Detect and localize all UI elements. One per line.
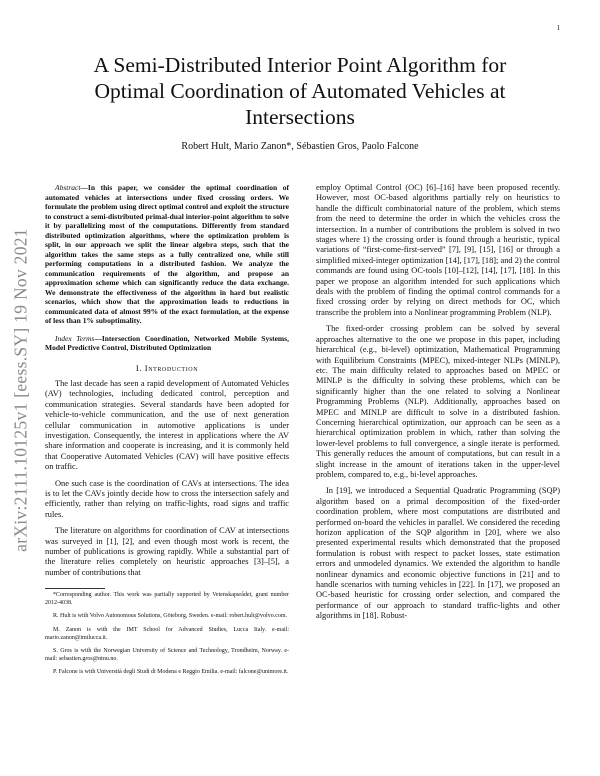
intro-paragraph-5: The fixed-order crossing problem can be solved by several approaches alternative to the one we propose in this paper, including hierarchical (e.g., bi-level) optimization, Mathematical Programming with Equilibrium Constraints (MPEC), mixed-integer NLPs (MINLP), etc. The main difficulty related to approaches based on MPEC or MINLP is the difficulty in solving these problems, which can be significantly higher than the one related to solving a Nonlinear Programming Problems (NLP). Additionally, approaches based on MPEC and MINLP are difficult to solve in a distributed fashion. Concerning hierarchical optimization, our approach can be seen as a hierarchical optimization problem in which, rather than solving the lower-level problems to full convergence, a single iterate is performed. This generally reduces the amount of computations, but can result in a slight increase in the amount of iterations taken in the upper-level problem, compared to, e.g., bi-level approaches. [316,324,560,479]
footnote-falcone: P. Falcone is with Università degli Studi di Modena e Reggio Emilia. e-mail: falcone@unimore.it. [53,669,289,676]
author-list: Robert Hult, Mario Zanon*, Sébastien Gros, Paolo Falcone [181,141,419,152]
abstract-label: Abstract [55,183,81,192]
intro-paragraph-6: In [19], we introduced a Sequential Quadratic Programming (SQP) algorithm based on a primal decomposition of the fixed-order coordination problem, where most computations are distributed and performed on-board the vehicles in parallel. We considered the receding horizon application of the SQP algorithm in [20], where we also presented experimental results which demonstrated that the proposed formulation is robust with respect to packet losses, state estimation errors and unmodeled dynamics. We extended the algorithm to handle nonlinear dynamics and economic objective functions in [21] and to handle scenarios with turning vehicles in [22]. In [17], we proposed an OC-based heuristic for crossing order selection, and compared the performance of our approach to standard traffic-lights and other algorithms in [18]. Robust- [316,486,560,621]
index-terms-text: —Intersection Coordination, Networked Mobile Systems, Model Predictive Control, Distributed Optimization [45,333,289,352]
page-number: 1 [556,24,560,32]
arxiv-identifier[interactable]: arXiv:2111.10125v1 [eess.SY] 19 Nov 2021 [10,228,31,552]
abstract [45,183,289,326]
intro-paragraph-4: employ Optimal Control (OC) [6]–[16] have been proposed recently. However, most OC-based algorithms partially rely on heuristics to handle the difficult combinatorial nature of the problem, which stems from the need to determine the order in which the vehicles cross the intersection. In a number of contributions the problem is solved in two stages where 1) the crossing order is found through a heuristic, typical variations of “first-come-first-served” [7], [9], [15], [16] or through a simplified mixed-integer optimization [14], [17], [18]; and 2) the control commands are found using OC-tools [10]–[12], [14], [17], [18]. In this paper we propose an algorithm intended for such applications which deals with the problem of finding the optimal control commands for a fixed crossing order by relying on direct methods for OC, which transcribe the problem into a Nonlinear programming Problem (NLP). [316,183,560,317]
footnote-hult: R. Hult is with Volvo Autonomous Solutions, Göteborg, Sweden. e-mail: robert.hult@volvo.com. [53,613,288,620]
footnote-corresponding: *Corresponding author. This work was partially supported by Vetenskapsrådet, grant number 2012-4038. [45,592,289,606]
footnote-zanon: M. Zanon is with the IMT School for Advanced Studies, Lucca Italy. e-mail: mario.zanon@imtlucca.it. [45,627,289,641]
left-column [45,183,289,683]
abstract-text: —In this paper, we consider the optimal coordination of automated vehicles at intersections under fixed crossing orders. We formulate the problem using direct optimal control and exploit the structure to construct a semi-distributed primal-dual interior-point algorithm to solve it by parallelizing most of the computations. Differently from standard distributed optimization algorithms, where the optimization problem is split, in our approach we split the linear algebra steps, such that the algorithm takes the same steps as a fully centralized one, while still performing computations in a distributed fashion. We analyze the communication requirements of the algorithm, and propose an approximation scheme which can significantly reduce the data exchange. We demonstrate the effectiveness of the algorithm in hard but realistic scenarios, which show that the approximation leads to reductions in communicated data of almost 99% of the exact formulation, at the expense of less than 1% suboptimality. [45,183,289,325]
intro-paragraph-3: The literature on algorithms for coordination of CAV at intersections was surveyed in [1], [2], and even though most work is recent, the number of publications is growing rapidly. While a substantial part of the literature relies completely on heuristic approaches [3]–[5], a number of contributions that [45,526,289,577]
footnote-divider [45,588,105,589]
arxiv-sidebar [6,150,36,630]
right-column [316,183,560,628]
index-terms [45,334,289,353]
intro-paragraph-1: The last decade has seen a rapid development of Automated Vehicles (AV) technologies, including dedicated control, perception and communication strategies. Several standards have been adopted for vehicle-to-vehicle communication, and the use of next generation cellular communication in automotive applications is under investigation. Consequently, the interest in applications where the AV share information and cooperate is increasing, and it is commonly held that Cooperative Automated Vehicles (CAV) will have positive effects on traffic. [45,378,289,472]
index-terms-label: Index Terms [55,333,95,343]
paper-title: A Semi-Distributed Interior Point Algorithm for Optimal Coordination of Automated Vehicles at Intersections [93,53,507,129]
section-heading-introduction: I. Introduction [135,362,199,373]
footnote-gros: S. Gros is with the Norwegian University of Science and Technology, Trondheim, Norway. e-mail: sebastien.gros@ntnu.no. [45,648,289,662]
intro-paragraph-2: One such case is the coordination of CAVs at intersections. The idea is to let the CAVs jointly decide how to cross the intersection safely and efficiently, rather than relying on traffic-lights, road signs and traffic rules. [45,478,289,519]
